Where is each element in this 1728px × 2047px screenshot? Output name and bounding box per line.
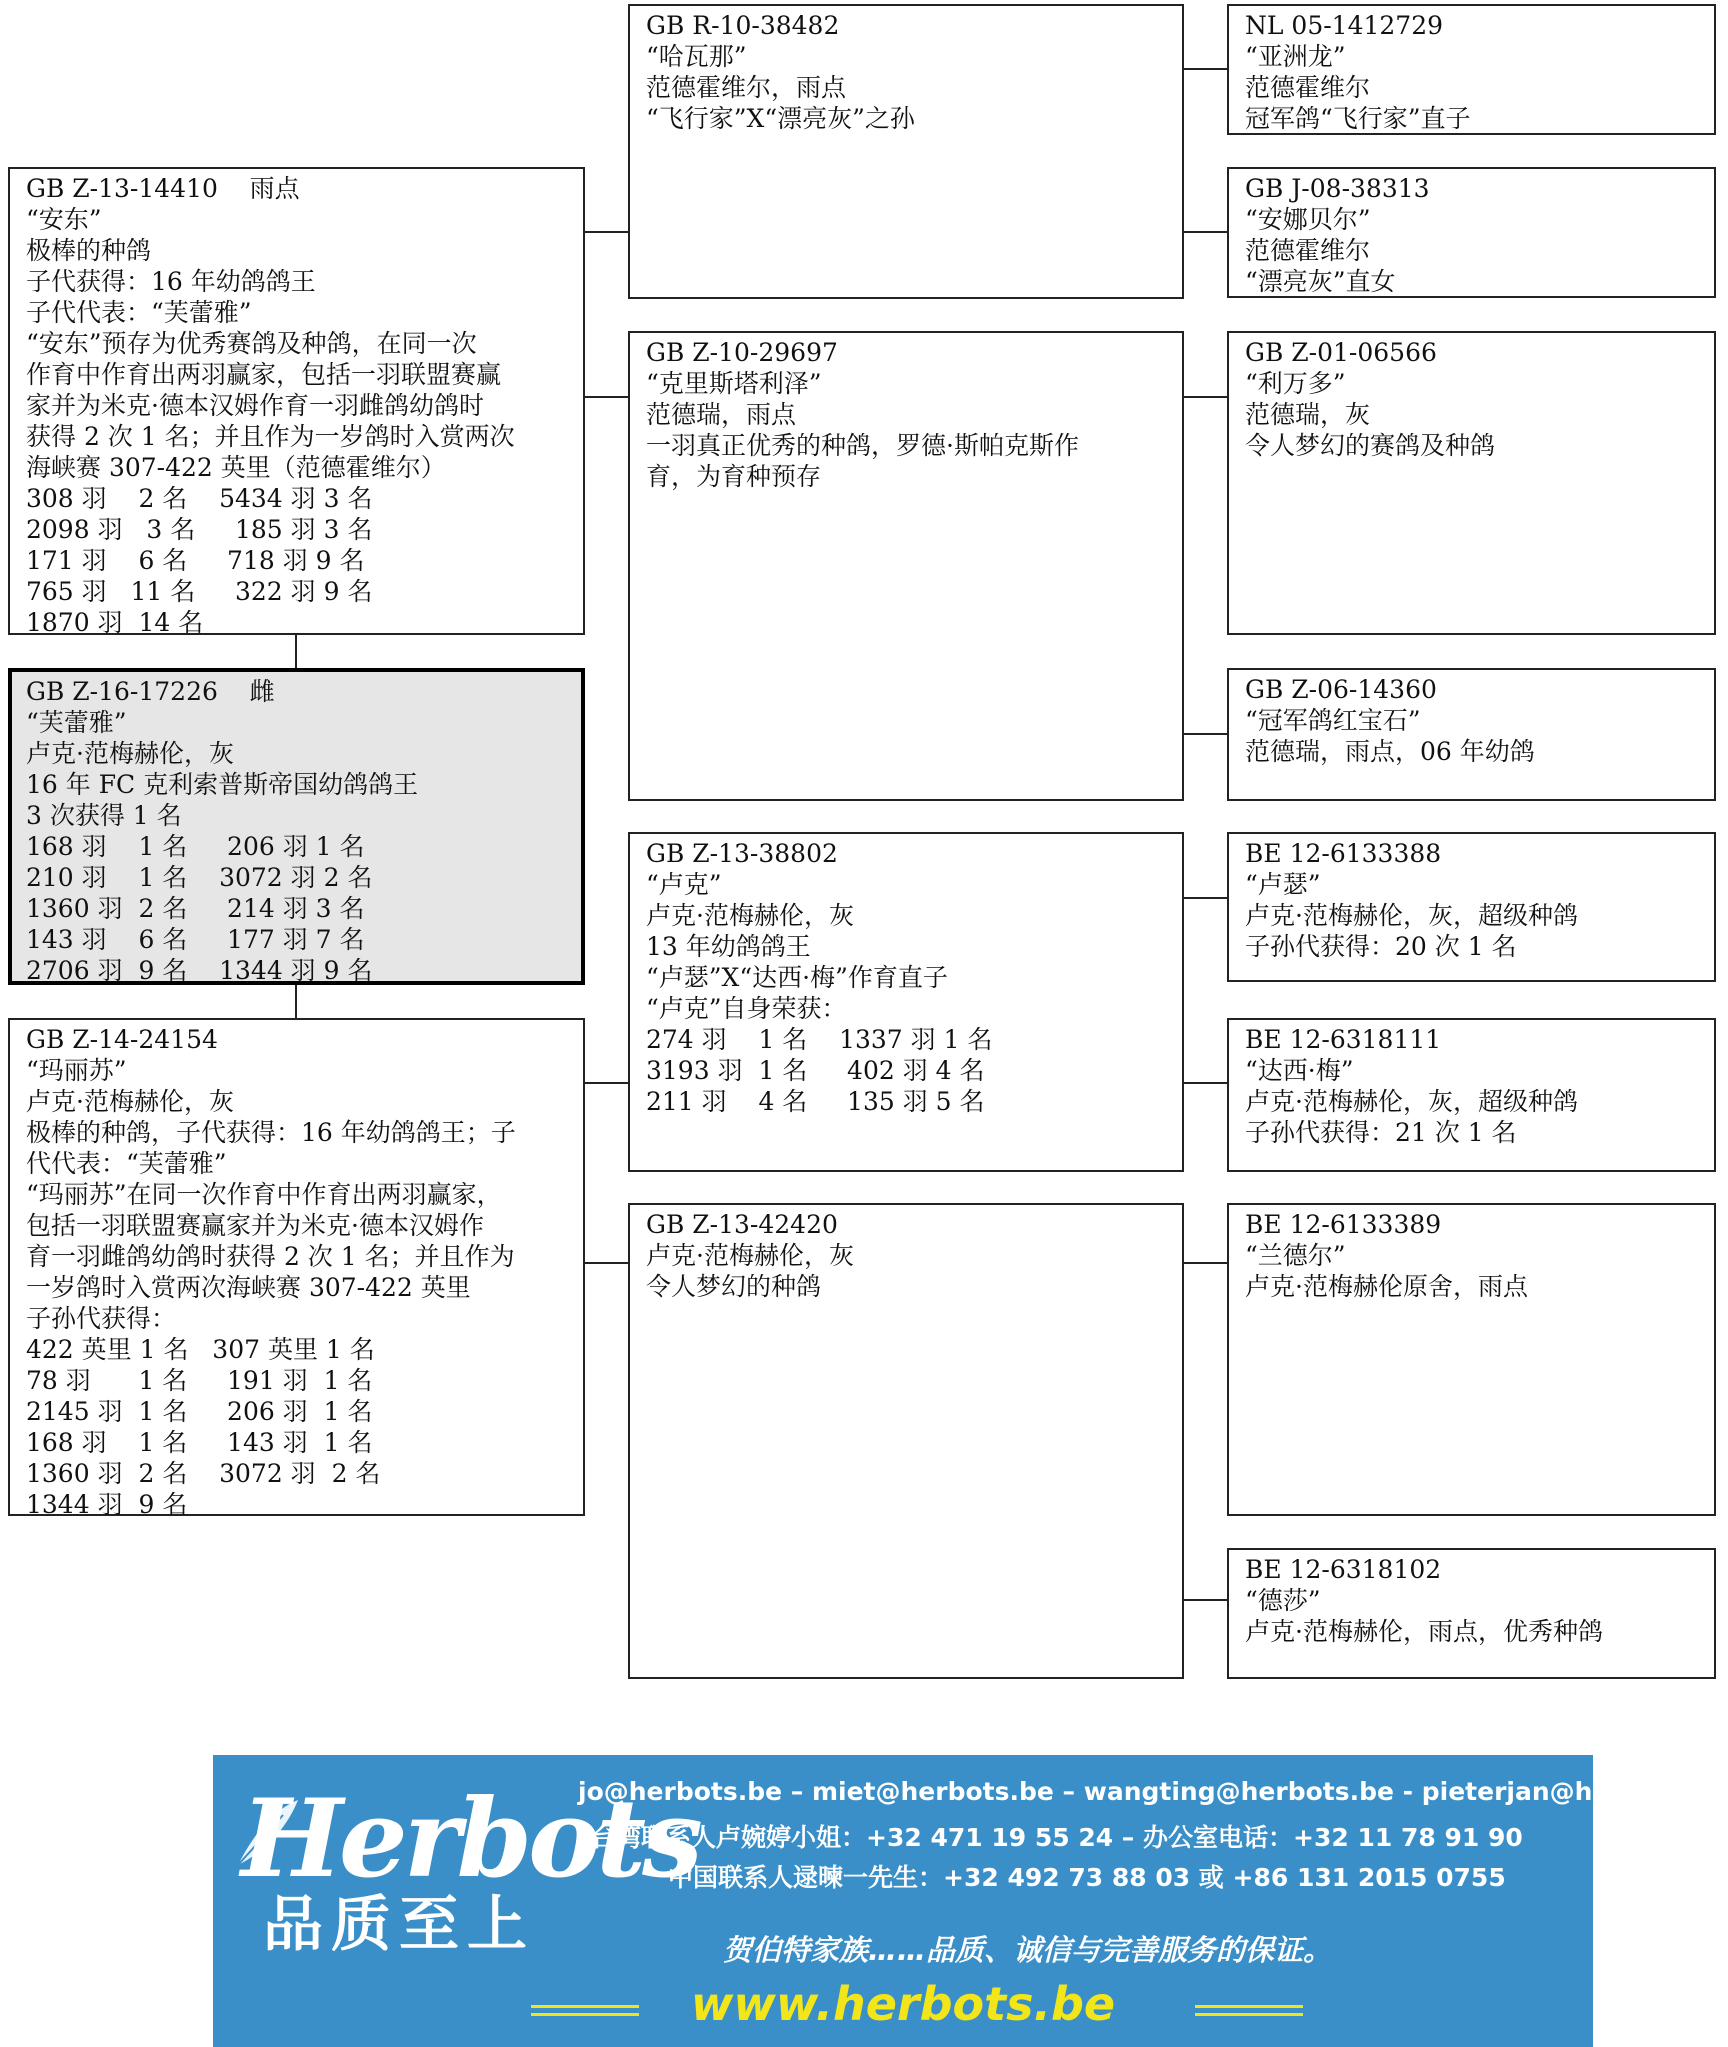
card-line: 卢克·范梅赫伦，灰 [646,901,854,930]
china-contact: 中国联系人逯暕一先生：+32 492 73 88 03 或 +86 131 2015 0755 [668,1863,1506,1892]
card-line: 作育中作育出两羽赢家，包括一羽联盟赛赢 [26,360,502,389]
card-line: 子代代表：“芙蕾雅” [26,298,252,327]
card-line: 海峡赛 307-422 英里（范德霍维尔） [26,453,446,482]
card-line: 3193 羽 1 名 402 羽 4 名 [646,1056,985,1085]
card-line: “德莎” [1245,1586,1321,1615]
card-line: 2145 羽 1 名 206 羽 1 名 [26,1397,373,1426]
card-line: 极棒的种鸽，子代获得：16 年幼鸽鸽王；子 [26,1118,516,1147]
card-line: GB J-08-38313 [1245,174,1430,203]
card-line: 包括一羽联盟赛赢家并为米克·德本汉姆作 [26,1211,484,1240]
card-line: 211 羽 4 名 135 羽 5 名 [646,1087,985,1116]
card-line: 2706 羽 9 名 1344 羽 9 名 [26,956,373,985]
card-line: 卢克·范梅赫伦，灰，超级种鸽 [1245,901,1578,930]
card-line: NL 05-1412729 [1245,11,1444,40]
card-line: “利万多” [1245,369,1346,398]
card-line: 168 羽 1 名 143 羽 1 名 [26,1428,373,1457]
sire-dam-sire-card [1227,331,1716,635]
card-line: 卢克·范梅赫伦，灰，超级种鸽 [1245,1087,1578,1116]
dam-sire-card [628,832,1184,1172]
card-line: BE 12-6133389 [1245,1210,1442,1239]
dam-dam-card [628,1203,1184,1679]
card-line: “芙蕾雅” [26,708,127,737]
card-line: BE 12-6318102 [1245,1555,1442,1584]
slogan: 品质至上 [263,1890,535,1960]
dam-sire-dam-card [1227,1018,1716,1172]
card-line: 子代获得：16 年幼鸽鸽王 [26,267,316,296]
card-line: 一羽真正优秀的种鸽，罗德·斯帕克斯作 [646,431,1079,460]
card-line: 范德瑞，雨点，06 年幼鸽 [1245,737,1535,766]
card-line: GB Z-06-14360 [1245,675,1437,704]
card-line: “卢瑟” [1245,870,1321,899]
dam-dam-sire-card [1227,1203,1716,1516]
card-line: 1360 羽 2 名 214 羽 3 名 [26,894,365,923]
card-line: 一岁鸽时入赏两次海峡赛 307-422 英里 [26,1273,471,1302]
card-line: 2098 羽 3 名 185 羽 3 名 [26,515,373,544]
card-line: “亚洲龙” [1245,42,1346,71]
card-line: 168 羽 1 名 206 羽 1 名 [26,832,365,861]
card-line: GB Z-13-42420 [646,1210,838,1239]
card-line: 1870 羽 14 名 [26,608,204,637]
card-line: “飞行家”X“漂亮灰”之孙 [646,104,915,133]
card-line: 子孙代获得：21 次 1 名 [1245,1118,1517,1147]
subject-card [8,668,585,985]
card-line: 家并为米克·德本汉姆作育一羽雌鸽幼鸽时 [26,391,484,420]
card-line: “哈瓦那” [646,42,747,71]
card-line: “克里斯塔利泽” [646,369,822,398]
card-line: 卢克·范梅赫伦原舍，雨点 [1245,1272,1528,1301]
card-line: 范德霍维尔 [1245,73,1371,102]
card-line: 冠军鸽“飞行家”直子 [1245,104,1471,133]
footer-banner [213,1755,1728,2047]
card-line: “卢瑟”X“达西·梅”作育直子 [646,963,948,992]
card-line: 1360 羽 2 名 3072 羽 2 名 [26,1459,381,1488]
card-line: “冠军鸽红宝石” [1245,706,1421,735]
card-line: GB Z-14-24154 [26,1025,218,1054]
taiwan-contact: 台湾联系人卢婉婷小姐：+32 471 19 55 24 – 办公室电话：+32 11 78 91 90 [591,1823,1523,1852]
sire-sire-card [628,4,1184,299]
card-line: “卢克” [646,870,722,899]
card-line: 16 年 FC 克利索普斯帝国幼鸽鸽王 [26,770,419,799]
card-line: 育，为育种预存 [646,462,822,491]
card-line: 308 羽 2 名 5434 羽 3 名 [26,484,373,513]
card-line: “漂亮灰”直女 [1245,267,1396,296]
sire-card [8,167,585,635]
herbots-logo: Herbots [241,1776,699,1902]
card-line: 1344 羽 9 名 [26,1490,188,1519]
card-line: “达西·梅” [1245,1056,1354,1085]
dam-card [8,1018,585,1519]
card-line: “安东” [26,205,102,234]
card-line: 令人梦幻的赛鸽及种鸽 [1245,431,1496,460]
card-line: GB Z-10-29697 [646,338,838,367]
card-line: 78 羽 1 名 191 羽 1 名 [26,1366,373,1395]
card-line: 令人梦幻的种鸽 [646,1272,822,1301]
motto: 贺伯特家族……品质、诚信与完善服务的保证。 [723,1933,1333,1967]
sire-dam-dam-card [1227,668,1716,801]
sire-sire-sire-card [1227,4,1716,135]
card-line: 171 羽 6 名 718 羽 9 名 [26,546,365,575]
card-line: 极棒的种鸽 [26,236,152,265]
card-line: 卢克·范梅赫伦，灰 [26,739,234,768]
card-line: “玛丽苏” [26,1056,127,1085]
card-line: 210 羽 1 名 3072 羽 2 名 [26,863,373,892]
card-line: BE 12-6318111 [1245,1025,1442,1054]
card-line: “安娜贝尔” [1245,205,1371,234]
card-line: BE 12-6133388 [1245,839,1442,868]
card-line: 卢克·范梅赫伦，雨点，优秀种鸽 [1245,1617,1603,1646]
card-line: 子孙代获得：20 次 1 名 [1245,932,1517,961]
card-line: 274 羽 1 名 1337 羽 1 名 [646,1025,993,1054]
card-line: GB R-10-38482 [646,11,840,40]
card-line: 765 羽 11 名 322 羽 9 名 [26,577,373,606]
card-line: 3 次获得 1 名 [26,801,182,830]
card-line: 范德瑞，灰 [1245,400,1371,429]
card-line: 13 年幼鸽鸽王 [646,932,811,961]
card-line: GB Z-13-38802 [646,839,838,868]
dam-sire-sire-card [1227,832,1716,982]
card-line: “安东”预存为优秀赛鸽及种鸽，在同一次 [26,329,477,358]
card-line: 子孙代获得： [26,1304,177,1333]
card-line: 育一羽雌鸽幼鸽时获得 2 次 1 名；并且作为 [26,1242,515,1271]
sire-dam-card [628,331,1184,801]
card-line: “兰德尔” [1245,1241,1346,1270]
dam-dam-dam-card [1227,1548,1716,1679]
card-line: 范德霍维尔 [1245,236,1371,265]
card-line: 143 羽 6 名 177 羽 7 名 [26,925,365,954]
card-line: “玛丽苏”在同一次作育中作育出两羽赢家， [26,1180,502,1209]
card-line: GB Z-01-06566 [1245,338,1437,367]
card-line: GB Z-13-14410 雨点 [26,174,300,203]
card-line: 卢克·范梅赫伦，灰 [646,1241,854,1270]
card-line: 范德瑞，雨点 [646,400,797,429]
card-line: GB Z-16-17226 雌 [26,677,275,706]
card-line: 代代表：“芙蕾雅” [26,1149,227,1178]
website-link[interactable]: www.herbots.be [690,1977,1116,2031]
card-line: “卢克”自身荣获： [646,994,847,1023]
card-line: 范德霍维尔，雨点 [646,73,847,102]
card-line: 获得 2 次 1 名；并且作为一岁鸽时入赏两次 [26,422,515,451]
email-contacts[interactable]: jo@herbots.be – miet@herbots.be – wangting@herbots.be - pieterjan@herbots.be [578,1777,1728,1806]
card-line: 卢克·范梅赫伦，灰 [26,1087,234,1116]
card-line: 422 英里 1 名 307 英里 1 名 [26,1335,375,1364]
sire-sire-dam-card [1227,167,1716,298]
divider-right [1195,2005,1303,2017]
